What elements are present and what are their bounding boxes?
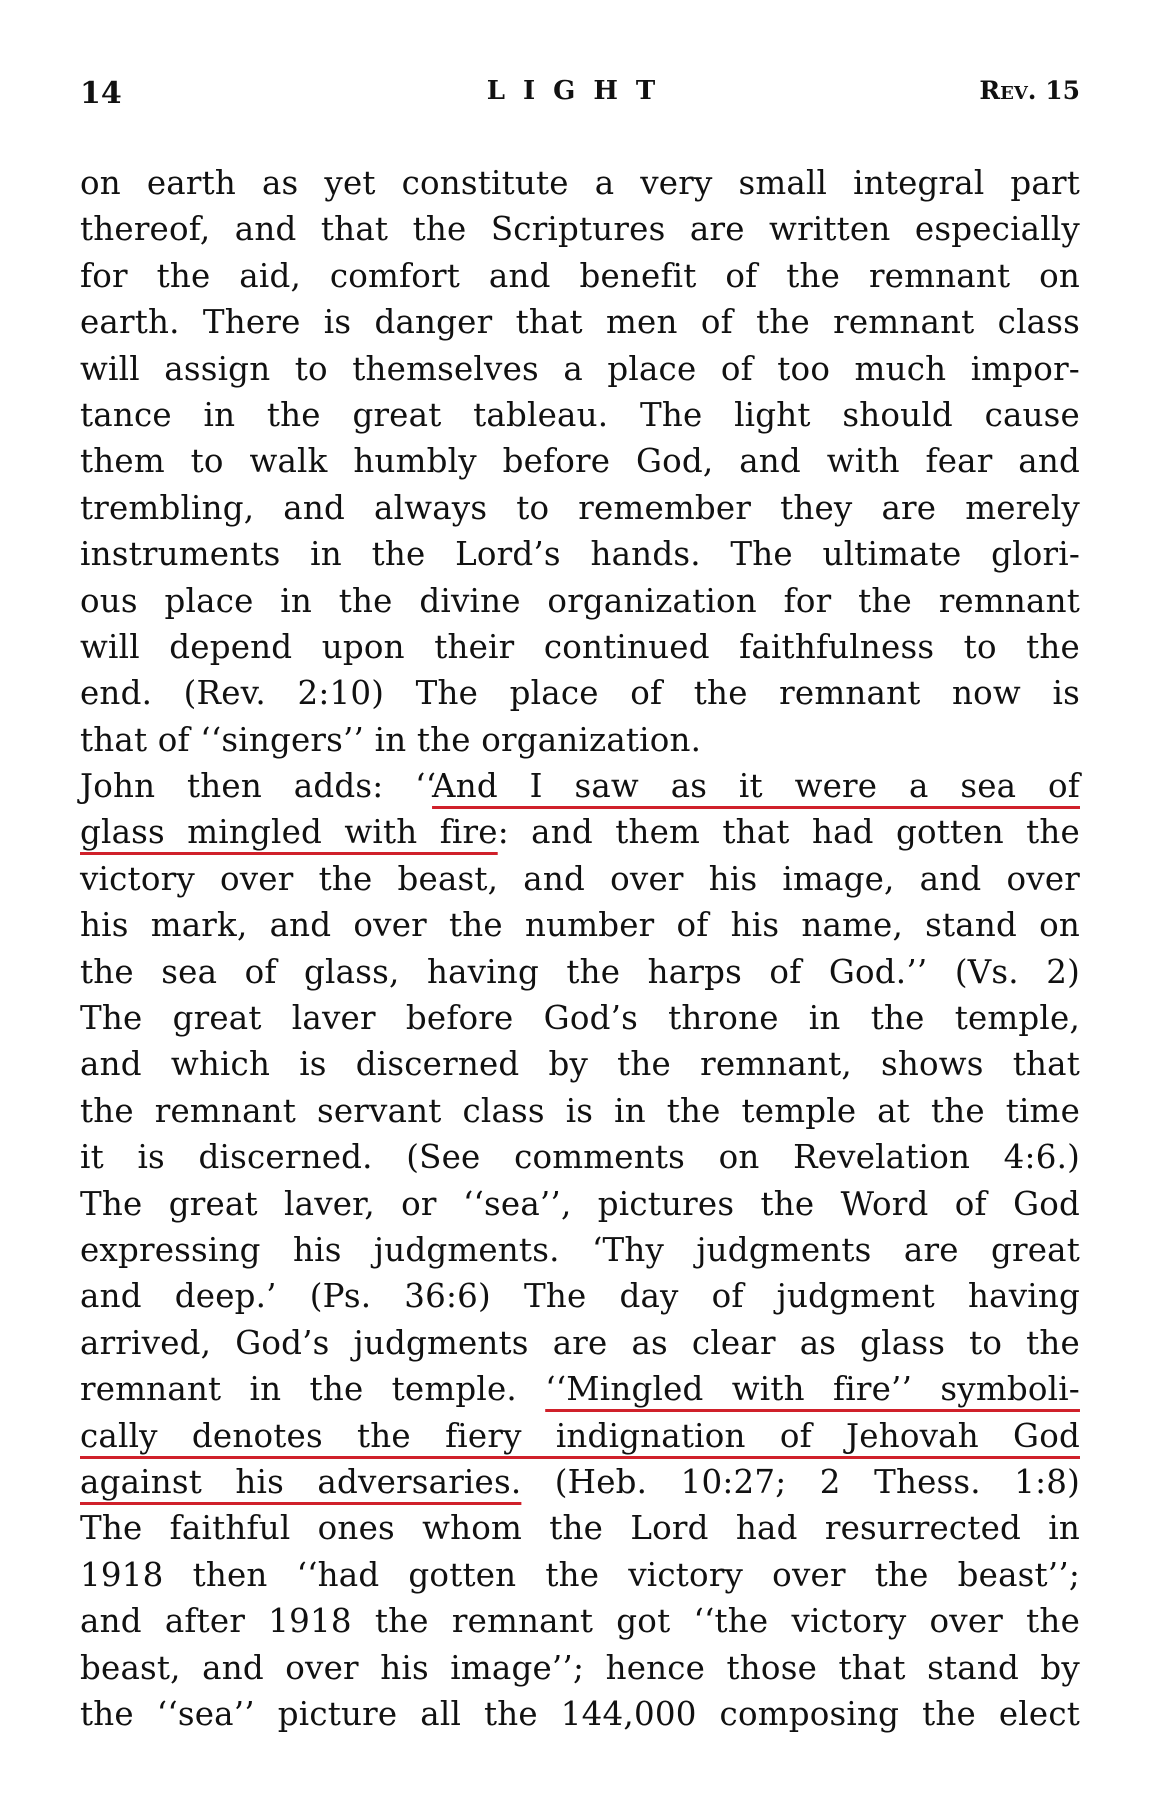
page-header [80, 76, 1080, 116]
page-number: 14 [80, 76, 122, 111]
text-segment: John then adds: ‘‘ [80, 767, 433, 806]
text-line: will depend upon their continued faithfulness to the [80, 627, 1080, 666]
underlined-phrase: And I saw as it were a sea of [432, 767, 1080, 806]
text-line: it is discerned. (See comments on Revelation 4:6.) [80, 1138, 1080, 1177]
text-line: for the aid, comfort and benefit of the remnant on [80, 256, 1080, 295]
text-line [80, 1413, 1080, 1459]
text-line: 1918 then ‘‘had gotten the victory over the beast’’; [80, 1555, 1080, 1594]
text-line [80, 1366, 1080, 1412]
text-line: will assign to themselves a place of too much impor- [80, 349, 1080, 388]
text-line: the ‘‘sea’’ picture all the 144,000 composing the elect [80, 1694, 1080, 1733]
text-line: his mark, and over the number of his name, stand on [80, 906, 1080, 945]
text-segment: remnant in the temple. [80, 1370, 546, 1409]
chapter-reference: Rev. 15 [979, 76, 1080, 105]
underlined-phrase: cally denotes the fiery indignation of Jehovah God [80, 1416, 1080, 1455]
text-line: beast, and over his image’’; hence those that stand by [80, 1648, 1080, 1687]
text-line: that of ‘‘singers’’ in the organization. [80, 720, 702, 759]
running-title: LIGHT [486, 76, 674, 106]
text-line: the sea of glass, having the harps of God.’’ (Vs. 2) [80, 952, 1080, 991]
underlined-phrase: ‘‘Mingled with fire’’ symboli- [545, 1370, 1080, 1409]
underlined-phrase: glass mingled with fire [80, 813, 498, 852]
underlined-phrase: against his adversaries. [80, 1462, 522, 1501]
text-line: thereof, and that the Scriptures are written especially [80, 210, 1080, 249]
text-line: instruments in the Lord’s hands. The ultimate glori- [80, 535, 1080, 574]
text-line: earth. There is danger that men of the remnant class [80, 303, 1080, 342]
text-line [80, 763, 1080, 809]
text-line: The faithful ones whom the Lord had resurrected in [80, 1509, 1080, 1548]
text-line: tance in the great tableau. The light should cause [80, 395, 1080, 434]
text-line: on earth as yet constitute a very small integral part [80, 164, 1080, 202]
text-line: trembling, and always to remember they are merely [80, 488, 1080, 527]
text-line: victory over the beast, and over his image, and over [80, 859, 1080, 898]
text-line: the remnant servant class is in the temple at the time [80, 1091, 1080, 1130]
text-segment: : and them that had gotten the [497, 813, 1080, 852]
text-line: ous place in the divine organization for the remnant [80, 581, 1080, 620]
text-line [80, 1459, 1080, 1505]
text-line: The great laver, or ‘‘sea’’, pictures the Word of God [80, 1184, 1080, 1223]
text-line: expressing his judgments. ‘Thy judgments are great [80, 1230, 1080, 1269]
text-line: end. (Rev. 2:10) The place of the remnant now is [80, 674, 1080, 713]
text-line: and deep.’ (Ps. 36:6) The day of judgment having [80, 1277, 1080, 1316]
text-line: and after 1918 the remnant got ‘‘the victory over the [80, 1602, 1080, 1641]
text-line: them to walk humbly before God, and with fear and [80, 442, 1080, 481]
text-line: The great laver before God’s throne in the temple, [80, 999, 1080, 1038]
body-text [80, 160, 1080, 1737]
text-line: and which is discerned by the remnant, shows that [80, 1045, 1080, 1084]
text-line [80, 809, 1080, 855]
text-line: arrived, God’s judgments are as clear as glass to the [80, 1323, 1080, 1362]
text-segment: (Heb. 10:27; 2 Thess. 1:8) [521, 1462, 1080, 1501]
